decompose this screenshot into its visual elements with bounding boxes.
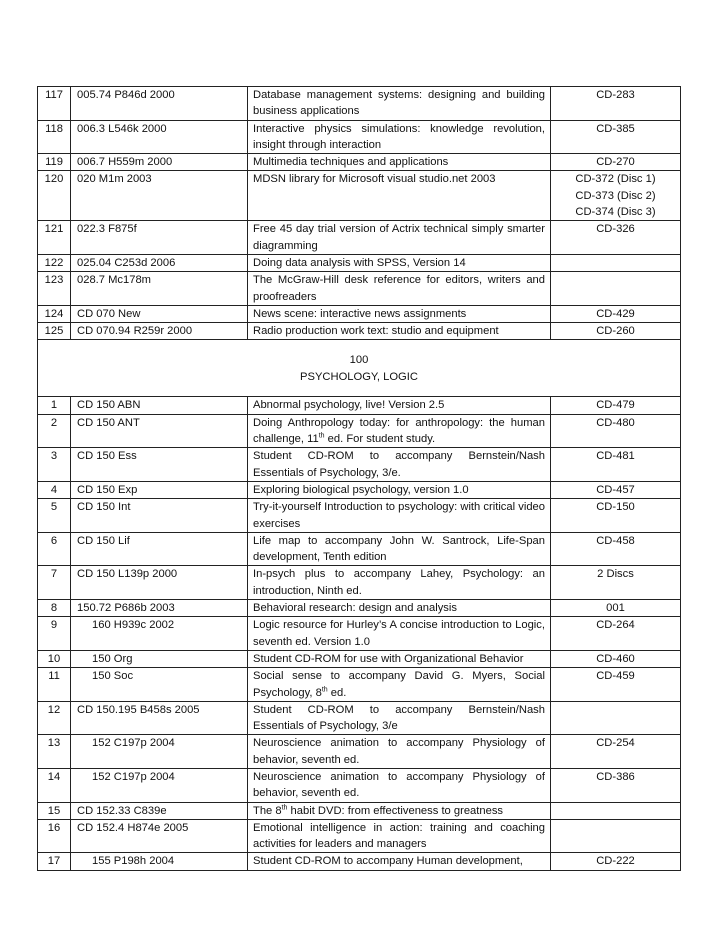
catalog-row xyxy=(38,768,681,802)
cd-number xyxy=(551,532,681,566)
item-title: Student CD-ROM to accompany Bernstein/Nash Essentials of Psychology, 3/e xyxy=(248,701,551,735)
row-number: 11 xyxy=(38,668,71,702)
cd-number xyxy=(551,397,681,414)
catalog-row xyxy=(38,87,681,121)
cd-disc: 2 Discs xyxy=(597,568,634,581)
item-title: Radio production work text: studio and equipment xyxy=(248,323,551,340)
catalog-row xyxy=(38,532,681,566)
catalog-row xyxy=(38,650,681,667)
cd-disc: CD-457 xyxy=(596,483,635,496)
call-number: 150 Org xyxy=(71,650,248,667)
cd-number xyxy=(551,481,681,498)
call-number: 150.72 P686b 2003 xyxy=(71,600,248,617)
row-number: 7 xyxy=(38,566,71,600)
catalog-row xyxy=(38,499,681,533)
item-title: Neuroscience animation to accompany Physiology of behavior, seventh ed. xyxy=(248,768,551,802)
row-number: 125 xyxy=(38,323,71,340)
row-number: 1 xyxy=(38,397,71,414)
catalog-row xyxy=(38,600,681,617)
item-title: Free 45 day trial version of Actrix technical simply smarter diagramming xyxy=(248,221,551,255)
cd-disc: CD-283 xyxy=(596,89,635,101)
catalog-row xyxy=(38,305,681,322)
cd-number xyxy=(551,819,681,853)
cd-number xyxy=(551,650,681,667)
cd-disc: CD-479 xyxy=(596,399,635,412)
cd-number xyxy=(551,272,681,306)
cd-number xyxy=(551,668,681,702)
row-number: 16 xyxy=(38,819,71,853)
catalog-page xyxy=(37,86,680,871)
call-number: CD 152.4 H874e 2005 xyxy=(71,819,248,853)
call-number: 025.04 C253d 2006 xyxy=(71,254,248,271)
item-title: In-psych plus to accompany Lahey, Psychology: an introduction, Ninth ed. xyxy=(248,566,551,600)
cd-number xyxy=(551,154,681,171)
call-number: CD 150 ANT xyxy=(71,414,248,448)
catalog-table-body xyxy=(38,87,681,871)
call-number: 155 P198h 2004 xyxy=(71,853,248,870)
cd-number xyxy=(551,171,681,221)
item-title: Life map to accompany John W. Santrock, Life-Span development, Tenth edition xyxy=(248,532,551,566)
row-number: 119 xyxy=(38,154,71,171)
cd-number xyxy=(551,853,681,870)
call-number: 005.74 P846d 2000 xyxy=(71,87,248,121)
call-number: 028.7 Mc178m xyxy=(71,272,248,306)
cd-number xyxy=(551,120,681,154)
item-title: Student CD-ROM for use with Organizational Behavior xyxy=(248,650,551,667)
cd-number xyxy=(551,448,681,482)
call-number: 160 H939c 2002 xyxy=(71,617,248,651)
catalog-row xyxy=(38,617,681,651)
item-title: Doing Anthropology today: for anthropology: the human challenge, 11th ed. For student study. xyxy=(248,414,551,448)
call-number: 022.3 F875f xyxy=(71,221,248,255)
row-number: 124 xyxy=(38,305,71,322)
row-number: 3 xyxy=(38,448,71,482)
row-number: 4 xyxy=(38,481,71,498)
cd-number xyxy=(551,87,681,121)
item-title: The McGraw-Hill desk reference for editors, writers and proofreaders xyxy=(248,272,551,306)
ordinal-suffix: th xyxy=(321,685,328,693)
row-number: 13 xyxy=(38,735,71,769)
item-title: Neuroscience animation to accompany Physiology of behavior, seventh ed. xyxy=(248,735,551,769)
ordinal-suffix: th xyxy=(281,803,288,811)
item-title: News scene: interactive news assignments xyxy=(248,305,551,322)
cd-disc: CD-270 xyxy=(596,156,635,169)
catalog-row xyxy=(38,120,681,154)
cd-disc: 001 xyxy=(606,602,625,615)
cd-number xyxy=(551,305,681,322)
cd-disc: CD-429 xyxy=(596,307,635,320)
catalog-row xyxy=(38,221,681,255)
cd-disc: CD-374 (Disc 3) xyxy=(575,206,656,219)
section-header xyxy=(38,340,681,397)
catalog-row xyxy=(38,448,681,482)
catalog-row xyxy=(38,272,681,306)
cd-number xyxy=(551,701,681,735)
call-number: CD 150 Lif xyxy=(71,532,248,566)
cd-disc: CD-260 xyxy=(596,325,635,338)
catalog-row xyxy=(38,481,681,498)
catalog-row xyxy=(38,802,681,819)
item-title: Exploring biological psychology, version 1.0 xyxy=(248,481,551,498)
call-number: 020 M1m 2003 xyxy=(71,171,248,221)
call-number: CD 150 Exp xyxy=(71,481,248,498)
cd-number xyxy=(551,221,681,255)
cd-disc: CD-264 xyxy=(596,619,635,632)
cd-disc: CD-386 xyxy=(596,770,635,783)
row-number: 10 xyxy=(38,650,71,667)
row-number: 121 xyxy=(38,221,71,255)
section-name: PSYCHOLOGY, LOGIC xyxy=(300,370,418,383)
cd-number xyxy=(551,414,681,448)
row-number: 122 xyxy=(38,254,71,271)
cd-disc: CD-326 xyxy=(596,223,635,236)
item-title: The 8th habit DVD: from effectiveness to greatness xyxy=(248,802,551,819)
call-number: CD 150 ABN xyxy=(71,397,248,414)
row-number: 6 xyxy=(38,532,71,566)
call-number: 150 Soc xyxy=(71,668,248,702)
row-number: 123 xyxy=(38,272,71,306)
cd-disc: CD-480 xyxy=(596,416,635,429)
cd-disc: CD-150 xyxy=(596,501,635,514)
section-code: 100 xyxy=(349,354,369,367)
catalog-row xyxy=(38,323,681,340)
item-title: Student CD-ROM to accompany Bernstein/Nash Essentials of Psychology, 3/e. xyxy=(248,448,551,482)
ordinal-suffix: th xyxy=(318,432,325,440)
catalog-row xyxy=(38,254,681,271)
cd-disc: CD-460 xyxy=(596,652,635,665)
cd-number xyxy=(551,323,681,340)
cd-disc: CD-372 (Disc 1) xyxy=(575,173,656,186)
call-number: 152 C197p 2004 xyxy=(71,735,248,769)
cd-number xyxy=(551,735,681,769)
catalog-row xyxy=(38,853,681,870)
row-number: 12 xyxy=(38,701,71,735)
call-number: CD 070.94 R259r 2000 xyxy=(71,323,248,340)
cd-number xyxy=(551,768,681,802)
cd-disc: CD-254 xyxy=(596,737,635,750)
item-title: Interactive physics simulations: knowledge revolution, insight through interaction xyxy=(248,120,551,154)
cd-number xyxy=(551,600,681,617)
catalog-table xyxy=(37,86,681,871)
catalog-row xyxy=(38,701,681,735)
section-header-row xyxy=(38,340,681,397)
catalog-row xyxy=(38,397,681,414)
catalog-row xyxy=(38,668,681,702)
call-number: CD 152.33 C839e xyxy=(71,802,248,819)
cd-number xyxy=(551,499,681,533)
catalog-row xyxy=(38,154,681,171)
catalog-row xyxy=(38,735,681,769)
row-number: 5 xyxy=(38,499,71,533)
item-title: Social sense to accompany David G. Myers, Social Psychology, 8th ed. xyxy=(248,668,551,702)
catalog-row xyxy=(38,414,681,448)
call-number: CD 070 New xyxy=(71,305,248,322)
row-number: 17 xyxy=(38,853,71,870)
item-title: Abnormal psychology, live! Version 2.5 xyxy=(248,397,551,414)
cd-number xyxy=(551,617,681,651)
cd-number xyxy=(551,254,681,271)
cd-number xyxy=(551,802,681,819)
catalog-row xyxy=(38,819,681,853)
row-number: 15 xyxy=(38,802,71,819)
call-number: CD 150.195 B458s 2005 xyxy=(71,701,248,735)
catalog-row xyxy=(38,171,681,221)
item-title: Doing data analysis with SPSS, Version 14 xyxy=(248,254,551,271)
cd-disc: CD-481 xyxy=(596,450,635,463)
call-number: CD 150 Int xyxy=(71,499,248,533)
row-number: 117 xyxy=(38,87,71,121)
item-title: Logic resource for Hurley’s A concise introduction to Logic, seventh ed. Version 1.0 xyxy=(248,617,551,651)
call-number: CD 150 L139p 2000 xyxy=(71,566,248,600)
item-title: Database management systems: designing and building business applications xyxy=(248,87,551,121)
call-number: 006.3 L546k 2000 xyxy=(71,120,248,154)
row-number: 118 xyxy=(38,120,71,154)
cd-disc: CD-459 xyxy=(596,670,635,683)
call-number: 006.7 H559m 2000 xyxy=(71,154,248,171)
row-number: 14 xyxy=(38,768,71,802)
row-number: 8 xyxy=(38,600,71,617)
item-title: MDSN library for Microsoft visual studio.net 2003 xyxy=(248,171,551,221)
row-number: 120 xyxy=(38,171,71,221)
call-number: CD 150 Ess xyxy=(71,448,248,482)
row-number: 2 xyxy=(38,414,71,448)
cd-disc: CD-373 (Disc 2) xyxy=(575,189,656,202)
item-title: Multimedia techniques and applications xyxy=(248,154,551,171)
catalog-row xyxy=(38,566,681,600)
call-number: 152 C197p 2004 xyxy=(71,768,248,802)
item-title: Emotional intelligence in action: training and coaching activities for leaders and managers xyxy=(248,819,551,853)
cd-disc: CD-385 xyxy=(596,122,635,135)
cd-number xyxy=(551,566,681,600)
item-title: Try-it-yourself Introduction to psychology: with critical video exercises xyxy=(248,499,551,533)
cd-disc: CD-458 xyxy=(596,534,635,547)
cd-disc: CD-222 xyxy=(596,855,635,868)
row-number: 9 xyxy=(38,617,71,651)
item-title: Student CD-ROM to accompany Human development, xyxy=(248,853,551,870)
item-title: Behavioral research: design and analysis xyxy=(248,600,551,617)
